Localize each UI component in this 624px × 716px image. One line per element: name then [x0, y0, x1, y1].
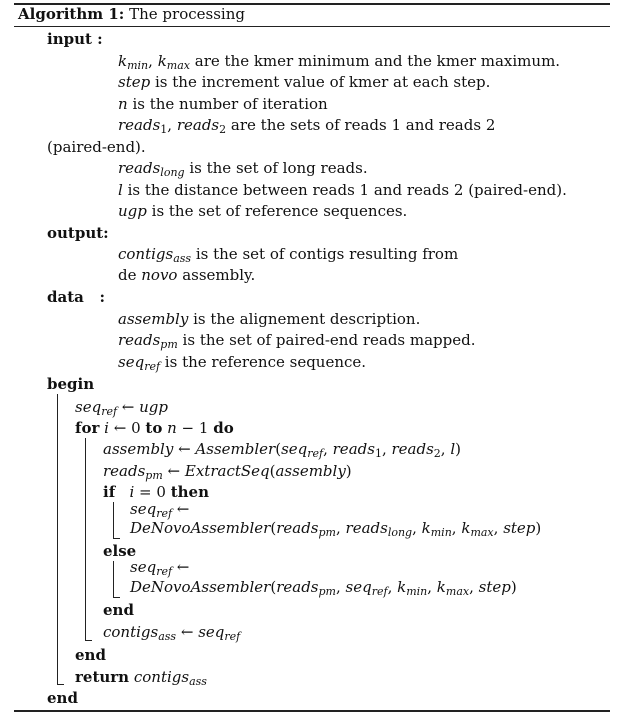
algorithm-caption	[18, 5, 245, 23]
code-else-keyword: else	[103, 542, 137, 560]
code-if-end: end	[103, 601, 134, 619]
code-else-denovo-call: DeNovoAssembler(reads$_{pm}$, seq$_{ref}$, $k_{min}$, $k_{max}$, step)	[130, 578, 517, 598]
header-rule	[14, 26, 610, 27]
code-if-line: if i = 0 then	[103, 483, 209, 501]
output-contigs-line: contigs$_{ass}$ is the set of contigs resulting from	[118, 245, 459, 265]
input-keyword: input :	[47, 30, 103, 48]
if-scope-hook	[113, 538, 120, 539]
input-reads-continuation: (paired-end).	[47, 138, 146, 156]
code-assembly-assign: assembly ← Assembler(seq$_{ref}$, reads$_1$, reads$_2$, l)	[103, 440, 461, 460]
data-seqref-line: seq$_{ref}$ is the reference sequence.	[118, 353, 367, 373]
code-if-denovo-call: DeNovoAssembler(reads$_{pm}$, reads$_{long}$, $k_{min}$, $k_{max}$, step)	[130, 519, 542, 539]
code-begin-end: end	[47, 689, 78, 707]
code-for-line: for i ← 0 to n − 1 do	[75, 419, 234, 437]
code-for-end: end	[75, 646, 106, 664]
data-readspm-line: reads$_{pm}$ is the set of paired-end reads mapped.	[118, 331, 476, 351]
code-else-seqref-line: seq$_{ref}$ ←	[130, 558, 190, 578]
output-keyword: output:	[47, 224, 109, 242]
begin-scope-hook	[57, 684, 64, 685]
input-ugp-line: ugp is the set of reference sequences.	[118, 202, 408, 220]
for-scope-bar	[85, 438, 86, 640]
begin-keyword: begin	[47, 375, 95, 393]
input-step-line: step is the increment value of kmer at each step.	[118, 73, 491, 91]
code-contigs-assign: contigs$_{ass}$ ← seq$_{ref}$	[103, 623, 241, 643]
input-readslong-line: reads$_{long}$ is the set of long reads.	[118, 159, 368, 179]
code-seqref-assign: seq$_{ref}$ ← ugp	[75, 398, 169, 418]
output-contigs-continuation: de novo assembly.	[118, 266, 256, 284]
bottom-rule	[14, 710, 610, 712]
input-n-line: n is the number of iteration	[118, 95, 328, 113]
code-return-line: return contigs$_{ass}$	[75, 668, 207, 688]
algorithm-label: Algorithm 1:	[18, 5, 125, 23]
algorithm-title: The processing	[129, 5, 245, 23]
else-scope-hook	[113, 597, 120, 598]
code-readspm-assign: reads$_{pm}$ ← ExtractSeq(assembly)	[103, 462, 352, 482]
begin-scope-bar	[57, 394, 58, 684]
input-reads-line: reads$_1$, reads$_2$ are the sets of reads 1 and reads 2	[118, 116, 496, 136]
data-assembly-line: assembly is the alignement description.	[118, 310, 421, 328]
input-kmin-line: $k_{min}$, $k_{max}$ are the kmer minimum and the kmer maximum.	[118, 52, 561, 72]
else-scope-bar	[113, 561, 114, 597]
code-if-seqref-line: seq$_{ref}$ ←	[130, 500, 190, 520]
input-l-line: l is the distance between reads 1 and reads 2 (paired-end).	[118, 181, 567, 199]
for-scope-hook	[85, 640, 92, 641]
if-scope-bar	[113, 502, 114, 538]
data-keyword: data :	[47, 288, 106, 306]
